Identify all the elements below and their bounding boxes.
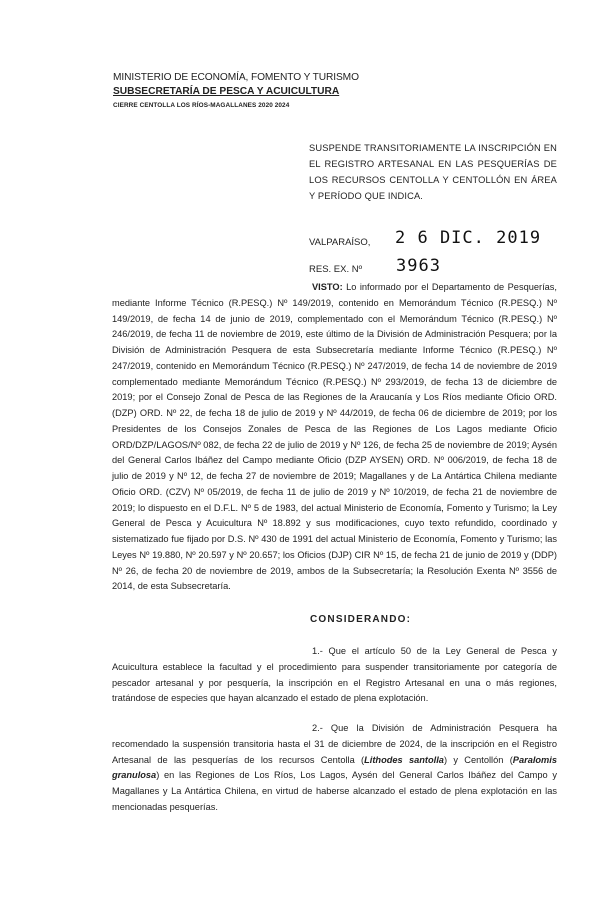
considerando-paragraph-2 bbox=[112, 721, 557, 816]
p2-text-c: ) en las Regiones de Los Ríos, Los Lagos, Aysén del General Carlos Ibáñez del Campo y Magallanes y La Antártica Chilena, en virtud de haberse alcanzado el estado de plena explotación en las mencionadas pesquerías. bbox=[112, 770, 557, 812]
visto-text: Lo informado por el Departamento de Pesquerías, mediante Informe Técnico (R.PESQ.) Nº 149/2019, contenido en Memorándum Técnico (R.PESQ.) Nº 149/2019, de fecha 14 de junio de 2019, complementado con el Memorándum Técnico (R.PESQ.) Nº 246/2019, de fecha 11 de noviembre de 2019, este último de la División de Administración Pesquera; por la División de Administración Pesquera de esta Subsecretaría mediante Informe Técnico (R.PESQ.) Nº 247/2019, contenido en Memorándum Técnico (R.PESQ.) Nº 247/2019, de fecha 14 de noviembre de 2019 complementado mediante Memorándum Técnico (R.PESQ.) Nº 293/2019, de fecha 13 de diciembre de 2019; por el Consejo Zonal de Pesca de las Regiones de la Araucanía y Los Ríos mediante Oficio ORD. (DZP) ORD. Nº 22, de fecha 18 de julio de 2019 y Nº 44/2019, de fecha 06 de diciembre de 2019; por los Presidentes de los Consejos Zonales de Pesca de las Regiones de Los Lagos mediante Oficio ORD/DZP/LAGOS/Nº 082, de fecha 22 de julio de 2019 y Nº 126, de fecha 25 de noviembre de 2019; Aysén del General Carlos Ibáñez del Campo mediante Oficio (DZP AYSEN) ORD. Nº 006/2019, de fecha 18 de julio de 2019 y Nº 12, de fecha 27 de noviembre de 2019; Magallanes y de La Antártica Chilena mediante Oficio ORD. (CZV) Nº 05/2019, de fecha 11 de julio de 2019 y Nº 10/2019, de fecha 21 de noviembre de 2019; lo dispuesto en el D.F.L. Nº 5 de 1983, del actual Ministerio de Economía, Fomento y Turismo; la Ley General de Pesca y Acuicultura Nº 18.892 y sus modificaciones, cuyo texto refundido, coordinado y sistematizado fue fijado por D.S. Nº 430 de 1991 del actual Ministerio de Economía, Fomento y Turismo; las Leyes Nº 19.880, Nº 20.597 y Nº 20.657; los Oficios (DJP) CIR Nº 15, de fecha 21 de junio de 2019 y (DDP) Nº 26, de fecha 20 de noviembre de 2019, ambos de la Subsecretaría; la Resolución Exenta Nº 3556 de 2014, de esta Subsecretaría. bbox=[112, 282, 557, 592]
species-name-centolla: Lithodes santolla bbox=[364, 754, 444, 765]
considerando-paragraph-1: 1.- Que el artículo 50 de la Ley General de Pesca y Acuicultura establece la facultad y el procedimiento para suspender transitoriamente por categoría de pescador artesanal y por pesquería, la inscripción en el Registro Artesanal en una o más regiones, tratándose de especies que hayan alcanzado el estado de plena explotación. bbox=[112, 646, 557, 704]
resolution-label: RES. EX. Nº bbox=[309, 264, 363, 275]
subsecretaria-name: SUBSECRETARÍA DE PESCA Y ACUICULTURA bbox=[113, 86, 340, 97]
document-reference: CIERRE CENTOLLA LOS RÍOS-MAGALLANES 2020 2024 bbox=[113, 102, 290, 109]
p2-text-b: ) y Centollón ( bbox=[443, 754, 513, 765]
ministry-name: MINISTERIO DE ECONOMÍA, FOMENTO Y TURISMO bbox=[113, 72, 359, 83]
visto-paragraph bbox=[112, 280, 557, 595]
place-label: VALPARAÍSO, bbox=[309, 237, 371, 248]
visto-label: VISTO: bbox=[312, 282, 343, 292]
species-name-centollon: Paralomis granulosa bbox=[112, 754, 557, 781]
p2-text-a: 2.- Que la División de Administración Pesquera ha recomendado la suspensión transitoria hasta el 31 de diciembre de 2024, de la inscripción en el Registro Artesanal de las pesquerías de los recursos Centolla ( bbox=[112, 723, 557, 765]
resolution-summary: SUSPENDE TRANSITORIAMENTE LA INSCRIPCIÓN EN EL REGISTRO ARTESANAL EN LAS PESQUERÍAS DE LOS RECURSOS CENTOLLA Y CENTOLLÓN EN ÁREA Y PERÍODO QUE INDICA. bbox=[309, 143, 557, 201]
resolution-number: 3963 bbox=[396, 256, 441, 276]
date-stamp: 2 6 DIC. 2019 bbox=[395, 228, 542, 248]
considerando-heading: CONSIDERANDO: bbox=[310, 614, 412, 625]
